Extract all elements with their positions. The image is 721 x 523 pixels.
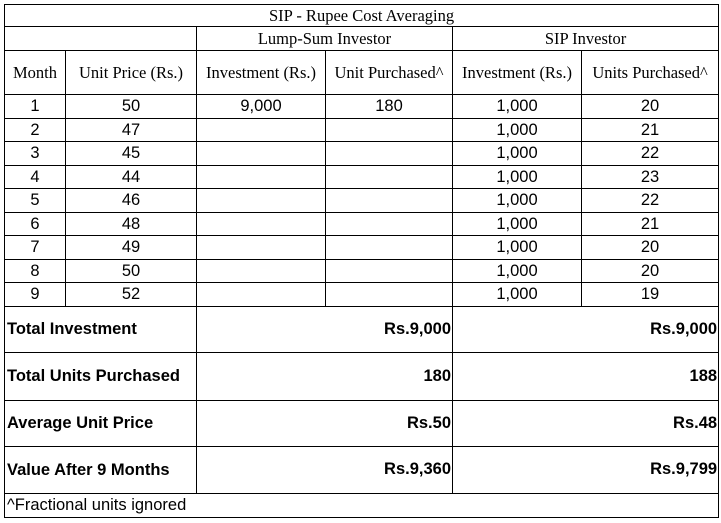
header-month: Month	[5, 51, 66, 95]
cell-sip-investment: 1,000	[453, 212, 582, 236]
table-title: SIP - Rupee Cost Averaging	[5, 5, 719, 27]
summary-sip-value: Rs.9,000	[453, 306, 719, 352]
cell-sip-investment: 1,000	[453, 95, 582, 119]
table-row	[5, 212, 719, 236]
cell-ls-investment	[197, 189, 326, 213]
header-ls-investment: Investment (Rs.)	[197, 51, 326, 95]
cell-unit-price: 48	[66, 212, 197, 236]
cell-unit-price: 46	[66, 189, 197, 213]
cell-unit-price: 50	[66, 95, 197, 119]
table-row	[5, 142, 719, 166]
cell-ls-investment	[197, 165, 326, 189]
cell-sip-units: 20	[582, 95, 719, 119]
summary-label: Total Investment	[5, 306, 197, 352]
summary-label: Total Units Purchased	[5, 352, 197, 400]
cell-ls-investment: 9,000	[197, 95, 326, 119]
cell-unit-price: 45	[66, 142, 197, 166]
summary-row	[5, 400, 719, 446]
cell-sip-investment: 1,000	[453, 165, 582, 189]
table-row	[5, 189, 719, 213]
table-row	[5, 165, 719, 189]
cell-month: 5	[5, 189, 66, 213]
cell-ls-investment	[197, 212, 326, 236]
cell-unit-price: 50	[66, 259, 197, 283]
summary-label: Average Unit Price	[5, 400, 197, 446]
cell-sip-units: 19	[582, 283, 719, 307]
cell-month: 2	[5, 118, 66, 142]
group-spacer	[5, 27, 197, 51]
cell-sip-units: 22	[582, 142, 719, 166]
cell-ls-investment	[197, 283, 326, 307]
cell-sip-units: 20	[582, 259, 719, 283]
cell-ls-units	[326, 236, 453, 260]
summary-row	[5, 306, 719, 352]
cell-month: 7	[5, 236, 66, 260]
summary-lump-sum-value: Rs.50	[197, 400, 453, 446]
table-row	[5, 118, 719, 142]
sip-comparison-table	[4, 4, 719, 518]
summary-label: Value After 9 Months	[5, 446, 197, 493]
cell-unit-price: 47	[66, 118, 197, 142]
summary-rows	[5, 306, 719, 493]
cell-sip-units: 23	[582, 165, 719, 189]
cell-sip-investment: 1,000	[453, 142, 582, 166]
cell-ls-investment	[197, 142, 326, 166]
table-row	[5, 283, 719, 307]
footnote: ^Fractional units ignored	[5, 493, 719, 517]
cell-month: 1	[5, 95, 66, 119]
cell-ls-units	[326, 189, 453, 213]
table-row	[5, 236, 719, 260]
cell-unit-price: 49	[66, 236, 197, 260]
cell-ls-units	[326, 212, 453, 236]
cell-ls-investment	[197, 236, 326, 260]
cell-unit-price: 52	[66, 283, 197, 307]
cell-ls-units	[326, 259, 453, 283]
cell-month: 8	[5, 259, 66, 283]
summary-sip-value: 188	[453, 352, 719, 400]
summary-sip-value: Rs.9,799	[453, 446, 719, 493]
cell-unit-price: 44	[66, 165, 197, 189]
summary-row	[5, 446, 719, 493]
table-row	[5, 259, 719, 283]
cell-ls-units	[326, 165, 453, 189]
cell-sip-investment: 1,000	[453, 283, 582, 307]
summary-lump-sum-value: Rs.9,000	[197, 306, 453, 352]
cell-sip-investment: 1,000	[453, 259, 582, 283]
header-sip-units: Units Purchased^	[582, 51, 719, 95]
cell-sip-units: 21	[582, 212, 719, 236]
cell-ls-investment	[197, 259, 326, 283]
header-ls-units: Unit Purchased^	[326, 51, 453, 95]
cell-sip-investment: 1,000	[453, 236, 582, 260]
cell-sip-units: 20	[582, 236, 719, 260]
cell-month: 6	[5, 212, 66, 236]
cell-sip-investment: 1,000	[453, 189, 582, 213]
summary-sip-value: Rs.48	[453, 400, 719, 446]
summary-row	[5, 352, 719, 400]
cell-sip-investment: 1,000	[453, 118, 582, 142]
cell-ls-units	[326, 118, 453, 142]
summary-lump-sum-value: Rs.9,360	[197, 446, 453, 493]
group-lump-sum: Lump-Sum Investor	[197, 27, 453, 51]
summary-lump-sum-value: 180	[197, 352, 453, 400]
cell-ls-investment	[197, 118, 326, 142]
cell-sip-units: 21	[582, 118, 719, 142]
cell-sip-units: 22	[582, 189, 719, 213]
cell-ls-units	[326, 142, 453, 166]
cell-month: 4	[5, 165, 66, 189]
cell-ls-units	[326, 283, 453, 307]
cell-month: 3	[5, 142, 66, 166]
cell-month: 9	[5, 283, 66, 307]
data-rows	[5, 95, 719, 307]
group-sip: SIP Investor	[453, 27, 719, 51]
header-unit-price: Unit Price (Rs.)	[66, 51, 197, 95]
table-row	[5, 95, 719, 119]
header-sip-investment: Investment (Rs.)	[453, 51, 582, 95]
cell-ls-units: 180	[326, 95, 453, 119]
